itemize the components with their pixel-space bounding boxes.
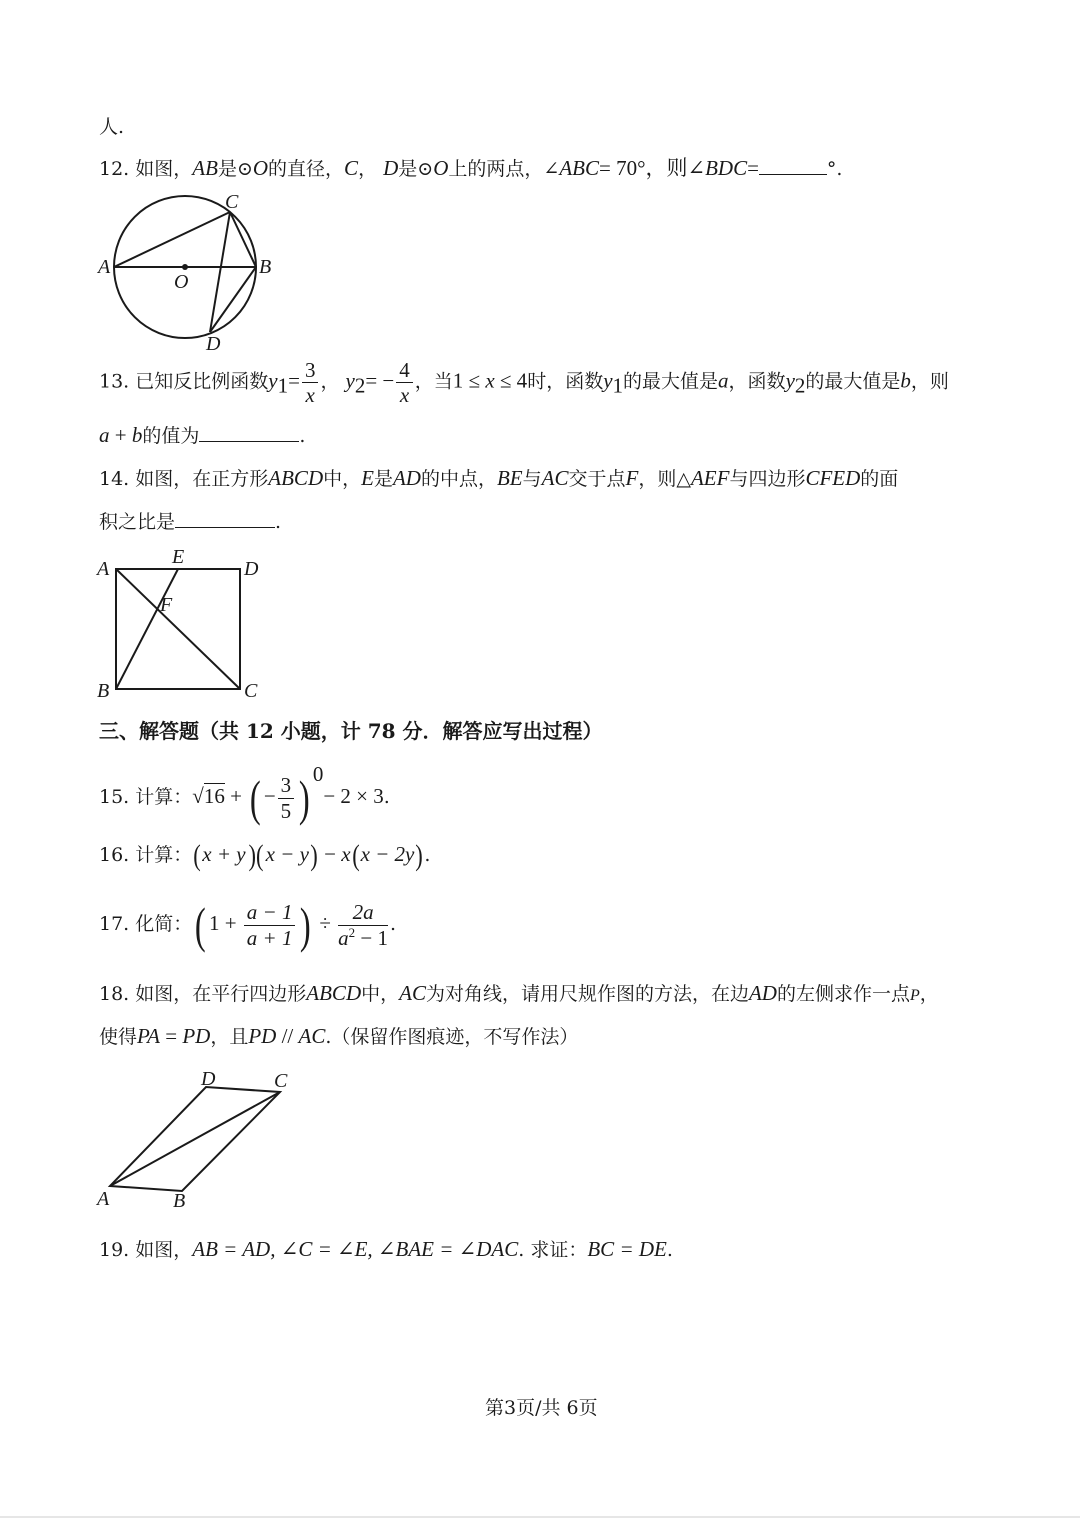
math-x: x xyxy=(485,368,495,393)
question-19 xyxy=(99,1235,673,1262)
q14-text: 的面 xyxy=(860,468,899,490)
label-e: E xyxy=(172,546,185,568)
math-o: O xyxy=(433,156,449,180)
label-c: C xyxy=(244,680,258,702)
q13-text: . xyxy=(299,425,306,447)
q18-text: 为对角线，请用尺规作图的方法，在边 xyxy=(425,983,749,1005)
numerator: 3 xyxy=(278,773,295,798)
q14-text: . xyxy=(275,511,282,533)
q14-text: 的中点， xyxy=(420,468,497,490)
q13-text: 的最大值是 xyxy=(623,370,719,393)
diagonal-ac xyxy=(110,1092,280,1186)
fraction-2a xyxy=(338,900,388,949)
fraction-3-x xyxy=(302,358,319,407)
math-y: y xyxy=(268,368,278,393)
math-expr: x − 2y xyxy=(360,842,415,866)
q14-text: 与 xyxy=(522,468,542,490)
math-e: E xyxy=(361,466,374,490)
denominator xyxy=(338,926,388,950)
section-title: 三、解答题（共 12 小题，计 78 分．解答应写出过程） xyxy=(99,719,603,743)
q18-text: 中， xyxy=(361,983,400,1005)
label-b: B xyxy=(97,680,110,702)
q18-text: ，且 xyxy=(210,1026,249,1048)
q17-end: . xyxy=(389,913,397,935)
q13-text: 的最大值是 xyxy=(805,370,901,393)
math-ab: AB xyxy=(192,156,218,180)
question-number: 17. xyxy=(99,913,130,935)
q18-text: 如图，在平行四边形 xyxy=(135,983,307,1005)
question-18-line2 xyxy=(99,1022,578,1049)
fraction-3-5 xyxy=(278,773,295,822)
q13-text: ，则 xyxy=(910,370,949,393)
math-one: 1 + xyxy=(208,911,242,935)
question-18 xyxy=(99,979,939,1006)
paren-left: ( xyxy=(195,897,207,953)
q12-text: 是⊙ xyxy=(398,158,434,180)
math-expr: AB = AD, ∠C = ∠E, ∠BAE = ∠DAC xyxy=(192,1237,519,1261)
math-pd: PD xyxy=(248,1024,277,1048)
bottom-rule xyxy=(0,1516,1080,1518)
math-aef: AEF xyxy=(690,466,730,490)
math-abc: ABC xyxy=(559,156,599,180)
q12-text: °. xyxy=(826,158,843,180)
q14-text: 是 xyxy=(373,468,393,490)
math-minus-one: − 1 xyxy=(355,925,388,950)
diagonal-ac xyxy=(116,569,240,689)
math-parallel: // xyxy=(276,1024,299,1048)
numerator: 2a xyxy=(338,900,388,925)
math-eq: = xyxy=(288,368,300,393)
q12-text: 的直径， xyxy=(268,158,345,180)
math-expr: x − y xyxy=(265,842,309,866)
paren: ( xyxy=(351,839,360,872)
label-b: B xyxy=(173,1190,186,1212)
math-c: C xyxy=(344,156,359,180)
text-fragment-top: 人. xyxy=(99,116,125,138)
math-f: F xyxy=(625,466,639,490)
q13-text: ，当 xyxy=(414,370,453,393)
denominator: x xyxy=(399,383,410,408)
q19-text: . 求证： xyxy=(518,1239,588,1261)
radicand: 16 xyxy=(203,784,225,808)
label-a: A xyxy=(98,256,111,278)
math-o: O xyxy=(252,156,269,180)
q12-text: 是⊙ xyxy=(217,158,253,180)
figure-parallelogram xyxy=(92,1065,307,1215)
question-number: 16. xyxy=(99,844,130,866)
math-d: D xyxy=(383,156,399,180)
question-14-line2 xyxy=(99,507,281,534)
question-number: 14. xyxy=(99,468,130,490)
paren: ) xyxy=(310,839,318,872)
math-b: b xyxy=(900,368,911,393)
q17-text: 化简： xyxy=(135,913,193,935)
math-a: a xyxy=(338,925,349,950)
q18-text: ， xyxy=(919,983,939,1005)
math-eq: = xyxy=(159,1024,183,1048)
q19-text: 如图， xyxy=(135,1239,193,1261)
math-ac: AC xyxy=(399,981,426,1005)
numerator: 3 xyxy=(302,358,319,383)
fraction-4-x xyxy=(396,358,413,407)
numerator: 4 xyxy=(396,358,413,383)
math-ad: AD xyxy=(748,981,777,1005)
label-c: C xyxy=(225,191,239,213)
math-div: ÷ xyxy=(314,911,337,935)
math-plus: + xyxy=(224,784,248,808)
exponent: 0 xyxy=(312,762,324,786)
q13-text: ，函数 xyxy=(728,370,786,393)
math-be: BE xyxy=(496,466,523,490)
label-a: A xyxy=(97,558,110,580)
q16-end: . xyxy=(424,844,431,866)
math-y: y xyxy=(603,368,613,393)
paren: )( xyxy=(248,839,264,872)
q13-text: 时，函数 xyxy=(527,370,604,393)
answer-blank xyxy=(199,423,299,442)
math-ac: AC xyxy=(298,1024,326,1048)
q12-text: 如图， xyxy=(135,158,193,180)
question-number: 12. xyxy=(99,158,130,180)
math-ineq: 1 ≤ xyxy=(452,368,486,393)
math-expr: x + y xyxy=(202,842,246,866)
question-15 xyxy=(99,762,390,826)
q14-text: 交于点 xyxy=(568,468,626,490)
paren-right: ) xyxy=(299,770,310,826)
label-b: B xyxy=(259,256,272,278)
math-ineq: ≤ 4 xyxy=(494,368,528,393)
q14-text: 如图，在正方形 xyxy=(135,468,269,490)
subscript: 2 xyxy=(354,373,366,398)
question-13 xyxy=(99,358,949,407)
label-f: F xyxy=(160,594,173,616)
sqrt-16: √16 xyxy=(192,784,225,808)
q12-text: ， xyxy=(358,158,378,180)
q18-text: 使得 xyxy=(99,1026,138,1048)
question-13-line2 xyxy=(99,421,305,448)
q12-text: = xyxy=(747,156,759,180)
denominator: 5 xyxy=(280,798,292,823)
math-y: y xyxy=(345,368,355,393)
segment-be xyxy=(116,569,178,689)
label-c: C xyxy=(274,1070,288,1092)
math-plus: + xyxy=(109,423,132,447)
denominator: x xyxy=(305,383,315,408)
q14-text: ，则△ xyxy=(638,468,691,490)
math-abcd: ABCD xyxy=(268,466,324,490)
math-ad: AD xyxy=(392,466,421,490)
numerator: a − 1 xyxy=(244,900,296,925)
math-x: x xyxy=(341,842,351,866)
math-minus: − xyxy=(318,842,342,866)
figure-circle xyxy=(95,190,285,355)
paren-right: ) xyxy=(300,897,312,953)
answer-blank xyxy=(759,156,827,175)
math-neg: − xyxy=(263,784,276,808)
question-number: 15. xyxy=(99,786,130,808)
question-16 xyxy=(99,840,430,871)
q13-text: ， xyxy=(320,370,340,393)
q15-end: . xyxy=(383,786,390,808)
chord-cd xyxy=(210,212,230,332)
label-d: D xyxy=(201,1068,216,1090)
question-number: 18. xyxy=(99,983,130,1005)
q12-text: = 70°，则∠ xyxy=(598,156,706,180)
fraction-a xyxy=(244,900,296,949)
label-a: A xyxy=(97,1188,110,1210)
math-pa: PA xyxy=(137,1024,160,1048)
math-cfed: CFED xyxy=(805,466,861,490)
math-a: a xyxy=(718,368,729,393)
paren: ) xyxy=(415,839,424,872)
math-bdc: BDC xyxy=(705,156,748,180)
q14-text: 中， xyxy=(323,468,362,490)
q15-text: 计算： xyxy=(135,786,193,808)
math-a: a xyxy=(99,423,110,447)
math-pd: PD xyxy=(182,1024,211,1048)
q18-text: .（保留作图痕迹，不写作法） xyxy=(325,1026,579,1048)
math-expr: BC = DE xyxy=(587,1237,667,1261)
page-footer: 第3页/共 6页 xyxy=(485,1397,598,1419)
q16-text: 计算： xyxy=(135,844,193,866)
q18-text: 的左侧求作一点 xyxy=(776,983,910,1005)
math-ac: AC xyxy=(541,466,569,490)
chord-cb xyxy=(230,212,256,267)
q14-text: 积之比是 xyxy=(99,511,176,533)
question-number: 13. xyxy=(99,370,130,393)
label-o: O xyxy=(174,271,189,293)
subscript: 1 xyxy=(277,373,289,398)
denominator: a + 1 xyxy=(246,925,293,950)
question-14 xyxy=(99,464,898,491)
figure-square xyxy=(92,545,277,705)
paren-left: ( xyxy=(250,770,261,826)
question-number: 19. xyxy=(99,1239,130,1261)
label-d: D xyxy=(244,558,259,580)
q13-text: 的值为 xyxy=(142,425,200,447)
math-b: b xyxy=(131,423,143,447)
math-p: P xyxy=(910,987,920,1004)
answer-blank xyxy=(175,509,275,528)
q14-text: 与四边形 xyxy=(729,468,806,490)
question-17 xyxy=(99,897,397,953)
exponent: 2 xyxy=(348,924,356,940)
label-d: D xyxy=(206,333,221,355)
q12-text: 上的两点，∠ xyxy=(448,158,560,180)
center-dot xyxy=(182,264,188,270)
subscript: 1 xyxy=(612,373,624,398)
math-rest: − 2 × 3 xyxy=(323,784,384,808)
q13-text: 已知反比例函数 xyxy=(135,370,269,393)
paren: ( xyxy=(193,839,202,872)
q19-end: . xyxy=(666,1239,673,1261)
math-eq: = − xyxy=(365,368,395,393)
question-12 xyxy=(99,152,842,182)
math-y: y xyxy=(785,368,795,393)
math-abcd: ABCD xyxy=(306,981,362,1005)
subscript: 2 xyxy=(794,373,806,398)
